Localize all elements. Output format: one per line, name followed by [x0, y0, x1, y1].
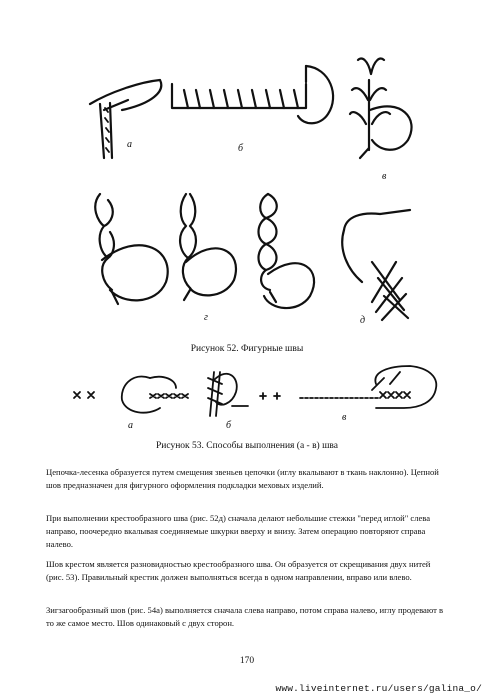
cross-stitch-v: [300, 366, 436, 423]
paragraph-zigzag-seam: Зигзагообразный шов (рис. 54а) выполняется сначала слева направо, потом справа налево, иглу продевают в то же самое место. Шов одинаковый с двух сторон.: [46, 605, 444, 628]
figure-52-label-a: а: [127, 139, 132, 150]
paragraph-cross-seam: Шов крестом является разновидностью крестообразного шва. Он образуется от скрещивания двух нитей (рис. 53). Правильный крестик должен выполняться всегда в одном направлении, вправо или влево.: [46, 559, 431, 582]
paragraph-chain-ladder: Цепочка-лесенка образуется путем смещения звеньев цепочки (иглу вкалывают в ткань наклонно). Цепной шов предназначен для фигурного оформления подкладки меховых изделий.: [46, 467, 439, 490]
page-number: 170: [239, 656, 255, 666]
figure-52-label-v: в: [382, 171, 387, 182]
figure-52-label-b: б: [238, 143, 244, 154]
cross-stitch-a: [122, 377, 188, 431]
figure-53-label-a: а: [128, 420, 133, 431]
paragraph-cross-stitch: При выполнении крестообразного шва (рис. 52д) сначала делают небольшие стежки "перед иглой" слева направо, поочередно вкалывая соединяемые шкурки вверху и внизу. Затем операцию повторяют справа налево.: [46, 513, 431, 549]
figure-52-label-g: г: [204, 312, 208, 323]
figure-52-caption: Рисунок 52. Фигурные швы: [190, 344, 304, 354]
footer-url: www.liveinternet.ru/users/galina_o/: [275, 683, 482, 694]
cross-stitch-b: [208, 372, 248, 431]
figure-53-label-v: в: [342, 412, 347, 423]
figure-53-caption: Рисунок 53. Способы выполнения (а - в) шва: [156, 441, 338, 451]
figure-53-label-b: б: [226, 420, 232, 431]
figure-52-label-d: д: [360, 315, 366, 326]
